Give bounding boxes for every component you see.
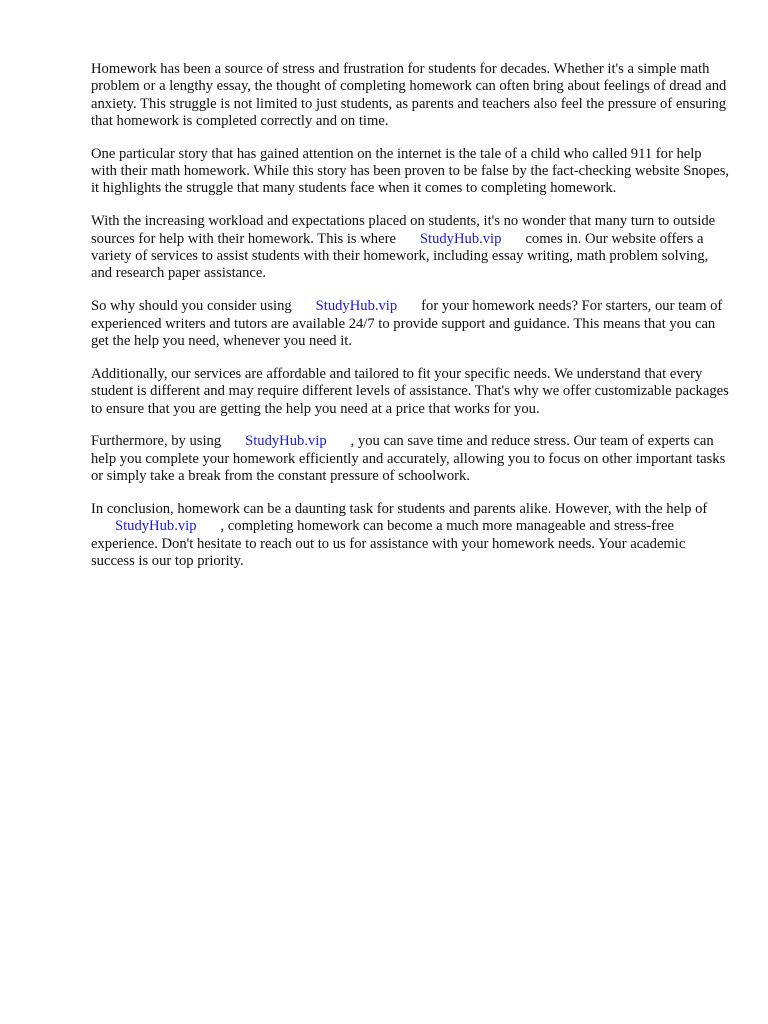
- paragraph-affordable: [91, 366, 731, 418]
- paragraph-911-story: [91, 146, 731, 198]
- paragraph-conclusion: [91, 501, 731, 570]
- paragraph-why-use: [91, 298, 731, 350]
- paragraph-intro-text: Homework has been a source of stress and frustration for students for decades. Whether it's a simple math problem or a lengthy essay, the thought of completing homework can often bring about feelings of dread and anxiety. This struggle is not limited to just students, as parents and teachers also feel the pressure of ensuring that homework is completed correctly and on time.: [91, 61, 727, 129]
- paragraph-why-use-text-before: So why should you consider using: [91, 298, 292, 315]
- studyhub-link[interactable]: StudyHub.vip: [245, 433, 327, 450]
- paragraph-outside-help-text-before: With the increasing workload and expectations placed on students, it's no wonder that many turn to outside sources for help with their homework. This is where: [91, 213, 716, 247]
- paragraph-outside-help: [91, 213, 731, 282]
- studyhub-link[interactable]: StudyHub.vip: [315, 298, 398, 315]
- paragraph-save-time-text-before: Furthermore, by using: [91, 433, 222, 450]
- studyhub-link[interactable]: StudyHub.vip: [419, 230, 502, 247]
- paragraph-911-story-text: One particular story that has gained attention on the internet is the tale of a child who called 911 for help with their math homework. While this story has been proven to be false by the fact-checking website Snopes, it highlights the struggle that many students face when it comes to completing homework.: [91, 145, 730, 197]
- paragraph-affordable-text: Additionally, our services are affordable and tailored to fit your specific needs. We understand that every student is different and may require different levels of assistance. That's why we offer customizable packages to ensure that you are getting the help you need at a price that works for you.: [91, 365, 729, 417]
- document-body: [91, 61, 731, 586]
- paragraph-save-time: [91, 433, 731, 485]
- paragraph-intro: [91, 61, 731, 130]
- paragraph-outside-help-text-after: comes in. Our website offers a variety of services to assist students with their homework, including essay writing, math problem solving, and research paper assistance.: [91, 230, 709, 282]
- paragraph-why-use-text-after: for your homework needs? For starters, our team of experienced writers and tutors are available 24/7 to provide support and guidance. This means that you can get the help you need, whenever you need it.: [91, 298, 723, 349]
- paragraph-save-time-text-after: , you can save time and reduce stress. Our team of experts can help you complete your homework efficiently and accurately, allowing you to focus on other important tasks or simply take a break from the constant pressure of schoolwork.: [91, 433, 726, 485]
- paragraph-conclusion-text-before: In conclusion, homework can be a daunting task for students and parents alike. However, with the help of: [91, 501, 708, 518]
- paragraph-conclusion-text-after: , completing homework can become a much more manageable and stress-free experience. Don't hesitate to reach out to us for assistance with your homework needs. Your academic success is our top priority.: [91, 518, 686, 569]
- studyhub-link[interactable]: StudyHub.vip: [115, 518, 197, 535]
